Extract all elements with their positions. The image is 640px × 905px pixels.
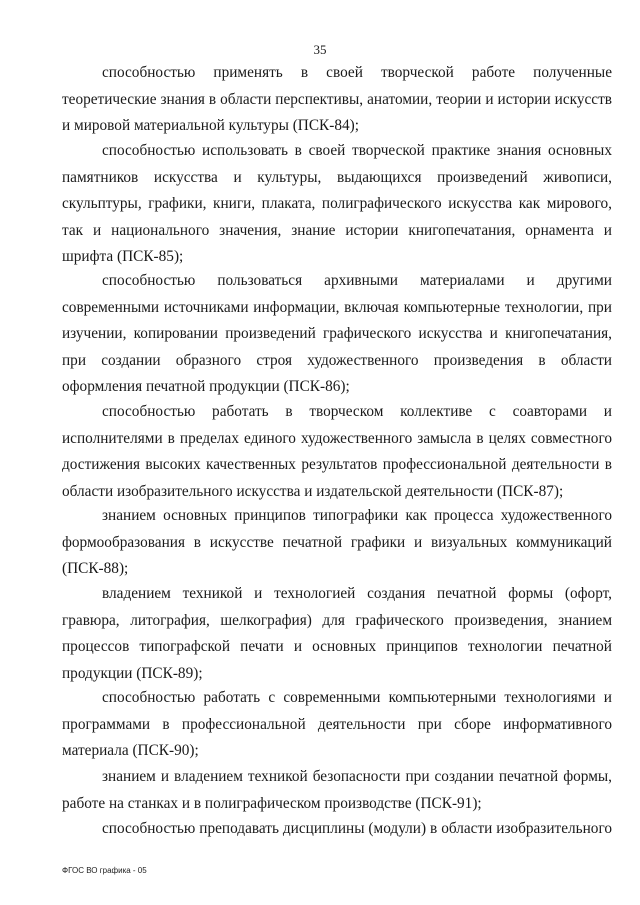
paragraph-teaching bbox=[62, 816, 612, 843]
paragraph-line: способностью работать с современными компьютерными технологиями и bbox=[102, 689, 612, 706]
page-number: 35 bbox=[313, 42, 327, 57]
paragraph-line: так и национального значения, знание истории книгопечатания, орнамента и bbox=[62, 221, 612, 239]
paragraph-line: современными источниками информации, включая компьютерные технологии, при bbox=[62, 298, 612, 316]
paragraph-line: исполнителями в пределах единого художественного замысла в целях совместного bbox=[62, 429, 612, 447]
paragraph-line: области изобразительного искусства и издательской деятельности (ПСК-87); bbox=[62, 482, 564, 500]
paragraph-line: и мировой материальной культуры (ПСК-84); bbox=[62, 117, 359, 134]
paragraph-line: процессов типографской печати и основных принципов технологии печатной bbox=[62, 638, 612, 655]
paragraph-line: формообразования в искусстве печатной графики и визуальных коммуникаций bbox=[62, 533, 612, 551]
paragraph-line: знанием основных принципов типографики как процесса художественного bbox=[102, 507, 612, 524]
paragraph-line: достижения высоких качественных результатов профессиональной деятельности в bbox=[62, 456, 612, 473]
paragraph-line: скульптуры, графики, книги, плаката, полиграфического искусства как мирового, bbox=[62, 195, 612, 212]
paragraph-line: (ПСК-88); bbox=[62, 560, 129, 577]
paragraph-line: способностью преподавать дисциплины (модули) в области изобразительного bbox=[102, 820, 612, 837]
paragraph-line: оформления печатной продукции (ПСК-86); bbox=[62, 378, 350, 395]
paragraph-line: теоретические знания в области перспективы, анатомии, теории и истории искусств bbox=[62, 90, 612, 108]
paragraph-psk-84 bbox=[62, 60, 612, 140]
paragraph-psk-91 bbox=[62, 764, 612, 817]
paragraph-line: знанием и владением техникой безопасности при создании печатной формы, bbox=[102, 768, 612, 785]
paragraph-psk-89 bbox=[62, 581, 612, 687]
paragraph-psk-85 bbox=[62, 138, 612, 271]
paragraph-line: при создании образного строя художественного произведения в области bbox=[62, 351, 612, 369]
paragraph-line: шрифта (ПСК-85); bbox=[62, 248, 184, 265]
paragraph-line: способностью пользоваться архивными материалами и другими bbox=[102, 272, 612, 289]
paragraph-line: способностью применять в своей творческой работе полученные bbox=[102, 64, 612, 81]
page-footer: ФГОС ВО графика - 05 bbox=[62, 866, 147, 875]
paragraph-line: способностью работать в творческом коллективе с соавторами и bbox=[102, 403, 612, 420]
paragraph-line: владением техникой и технологией создания печатной формы (офорт, bbox=[102, 585, 612, 602]
paragraph-line: продукции (ПСК-89); bbox=[62, 664, 203, 682]
paragraph-line: изучении, копировании произведений графического искусства и книгопечатания, bbox=[62, 325, 612, 342]
paragraph-line: программами в профессиональной деятельности при сборе информативного bbox=[62, 715, 612, 733]
paragraph-line: материала (ПСК-90); bbox=[62, 742, 199, 759]
paragraph-psk-86 bbox=[62, 268, 612, 401]
paragraph-psk-88 bbox=[62, 503, 612, 583]
paragraph-psk-90 bbox=[62, 685, 612, 765]
paragraph-line: работе на станках и в полиграфическом производстве (ПСК-91); bbox=[62, 794, 482, 812]
paragraph-line: памятников искусства и культуры, выдающихся произведений живописи, bbox=[62, 168, 612, 186]
paragraph-psk-87 bbox=[62, 399, 612, 505]
paragraph-line: способностью использовать в своей творческой практике знания основных bbox=[102, 142, 612, 159]
paragraph-line: гравюра, литография, шелкография) для графического произведения, знанием bbox=[62, 611, 612, 629]
